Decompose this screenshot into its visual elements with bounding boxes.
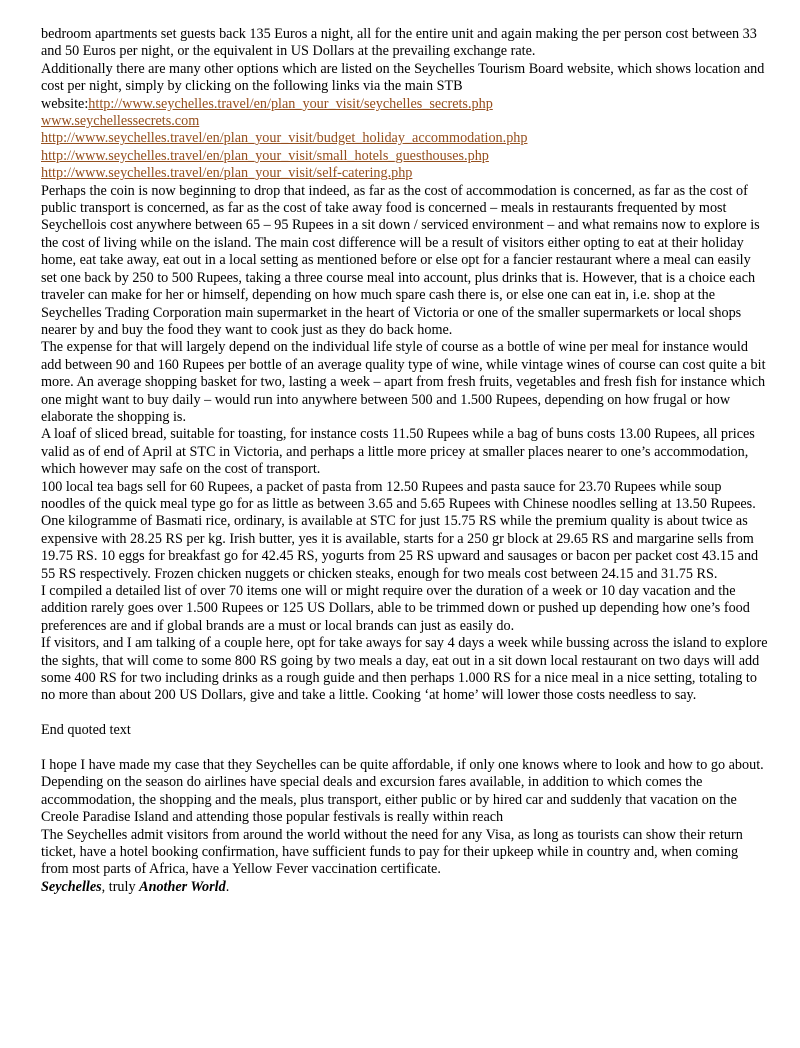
paragraph-intro: bedroom apartments set guests back 135 Euros a night, all for the entire unit and again making the per person cost between 33 and 50 Euros per night, or the equivalent in US Dollars at the prevailing exchange rate. [41, 26, 757, 60]
link-seychelles-secrets[interactable]: http://www.seychelles.travel/en/plan_your_visit/seychelles_secrets.php [88, 95, 493, 112]
signoff [41, 879, 768, 896]
link-line [41, 165, 768, 182]
paragraph-additionally-text: Additionally there are many other options which are listed on the Seychelles Tourism Board website, which shows location and cost per night, simply by clicking on the following links via the main STB [41, 60, 765, 95]
website-label: website: [41, 95, 89, 112]
paragraph-bread: A loaf of sliced bread, suitable for toasting, for instance costs 11.50 Rupees while a bag of buns costs 13.00 Rupees, all prices valid as of end of April at STC in Victoria, and perhaps a little more pricey at smaller places nearer to one’s accommodation, which however may safe on the cost of transport. [41, 426, 755, 478]
paragraph-admit: The Seychelles admit visitors from around the world without the need for any Visa, as long as tourists can show their return ticket, have a hotel booking confirmation, have sufficient funds to pay for their upkeep while in country and, when coming from most parts of Africa, have a Yellow Fever vaccination certificate. [41, 826, 743, 878]
link-self-catering[interactable]: http://www.seychelles.travel/en/plan_your_visit/self-catering.php [41, 165, 413, 182]
blank-line [41, 705, 768, 722]
paragraph-expense: The expense for that will largely depend on the individual life style of course as a bottle of wine per meal for instance would add between 90 and 160 Rupees per bottle of an average quality type of wine, while vintage wines of course can cost quite a bit more. An average shopping basket for two, lasting a week – apart from fresh fruits, vegetables and fresh fish for instance which one might want to buy daily – would run into anywhere between 500 and 1.500 Rupees, depending on how frugal or how elaborate the shopping is. [41, 339, 766, 425]
paragraph-hope: I hope I have made my case that they Seychelles can be quite affordable, if only one knows where to look and how to go about. Depending on the season do airlines have special deals and excursion fares available, in addition to which comes the accommodation, the shopping and the meals, plus transport, either public or by hired car and suddenly that vacation on the Creole Paradise Island and attending those popular festivals is really within reach [41, 757, 764, 826]
blank-line [41, 740, 768, 757]
signoff-another-world: Another World [139, 878, 226, 895]
link-small-hotels-guesthouses[interactable]: http://www.seychelles.travel/en/plan_your_visit/small_hotels_guesthouses.php [41, 147, 489, 164]
link-seychellessecrets-com[interactable]: www.seychellessecrets.com [41, 113, 200, 130]
paragraph-list: I compiled a detailed list of over 70 items one will or might require over the duration of a week or 10 day vacation and the addition rarely goes over 1.500 Rupees or 125 US Dollars, able to be trimmed down or pushed up depending how one’s food preferences are and if global brands are a must or local brands can just as easily do. [41, 583, 750, 634]
end-quote-text: End quoted text [41, 722, 131, 739]
signoff-truly: , truly [101, 878, 140, 895]
link-line [41, 113, 768, 130]
paragraph-additionally [41, 61, 768, 113]
link-line [41, 148, 768, 165]
signoff-period: . [225, 878, 230, 895]
link-line [41, 130, 768, 147]
link-budget-holiday-accommodation[interactable]: http://www.seychelles.travel/en/plan_your_visit/budget_holiday_accommodation.php [41, 130, 528, 147]
paragraph-coin: Perhaps the coin is now beginning to drop that indeed, as far as the cost of accommodation is concerned, as far as the cost of public transport is concerned, as far as the cost of take away food is concerned – meals in restaurants frequented by most Seychellois cost anywhere between 65 – 95 Rupees in a sit down / serviced environment – and what remains now to explore is the cost of living while on the island. The main cost difference will be a result of visitors either opting to eat at their holiday home, eat take away, eat out in a local setting as mentioned before or else opt for a fancier restaurant where a meal can easily set one back by 250 to 500 Rupees, taking a three course meal into account, plus drinks that is. However, that is a choice each traveler can make for her or himself, depending on how much spare cash there is, or else one can eat in, i.e. shop at the Seychelles Trading Corporation main supermarket in the heart of Victoria or one of the smaller supermarkets or local shops nearer by and buy the food they want to cook just as they do back home. [41, 182, 760, 338]
signoff-seychelles: Seychelles [41, 878, 102, 895]
paragraph-teabags: 100 local tea bags sell for 60 Rupees, a packet of pasta from 12.50 Rupees and pasta sauce for 23.70 Rupees while soup noodles of the quick meal type go for as little as between 3.65 and 5.65 Rupees with Chinese noodles selling at 13.50 Rupees. One kilogramme of Basmati rice, ordinary, is available at STC for just 15.75 RS while the premium quality is about twice as expensive with 28.25 RS per kg. Irish butter, yes it is available, starts for a 250 gr block at 29.65 RS and margarine sells from 19.75 RS. 10 eggs for breakfast go for 42.45 RS, yogurts from 25 RS upward and sausages or bacon per packet cost 43.15 and 55 RS respectively. Frozen chicken nuggets or chicken steaks, enough for two meals cost between 24.15 and 31.75 RS. [41, 478, 759, 582]
paragraph-visitors: If visitors, and I am talking of a couple here, opt for take aways for say 4 days a week while bussing across the island to explore the sights, that will come to some 800 RS going by two meals a day, eat out in a sit down local restaurant on two days will add some 400 RS for two including drinks as a rough guide and then perhaps 1.000 RS for a nice meal in a nice setting, totaling to no more than about 200 US Dollars, give and take a little. Cooking ‘at home’ will lower those costs needless to say. [41, 635, 768, 704]
document-page [41, 26, 768, 896]
